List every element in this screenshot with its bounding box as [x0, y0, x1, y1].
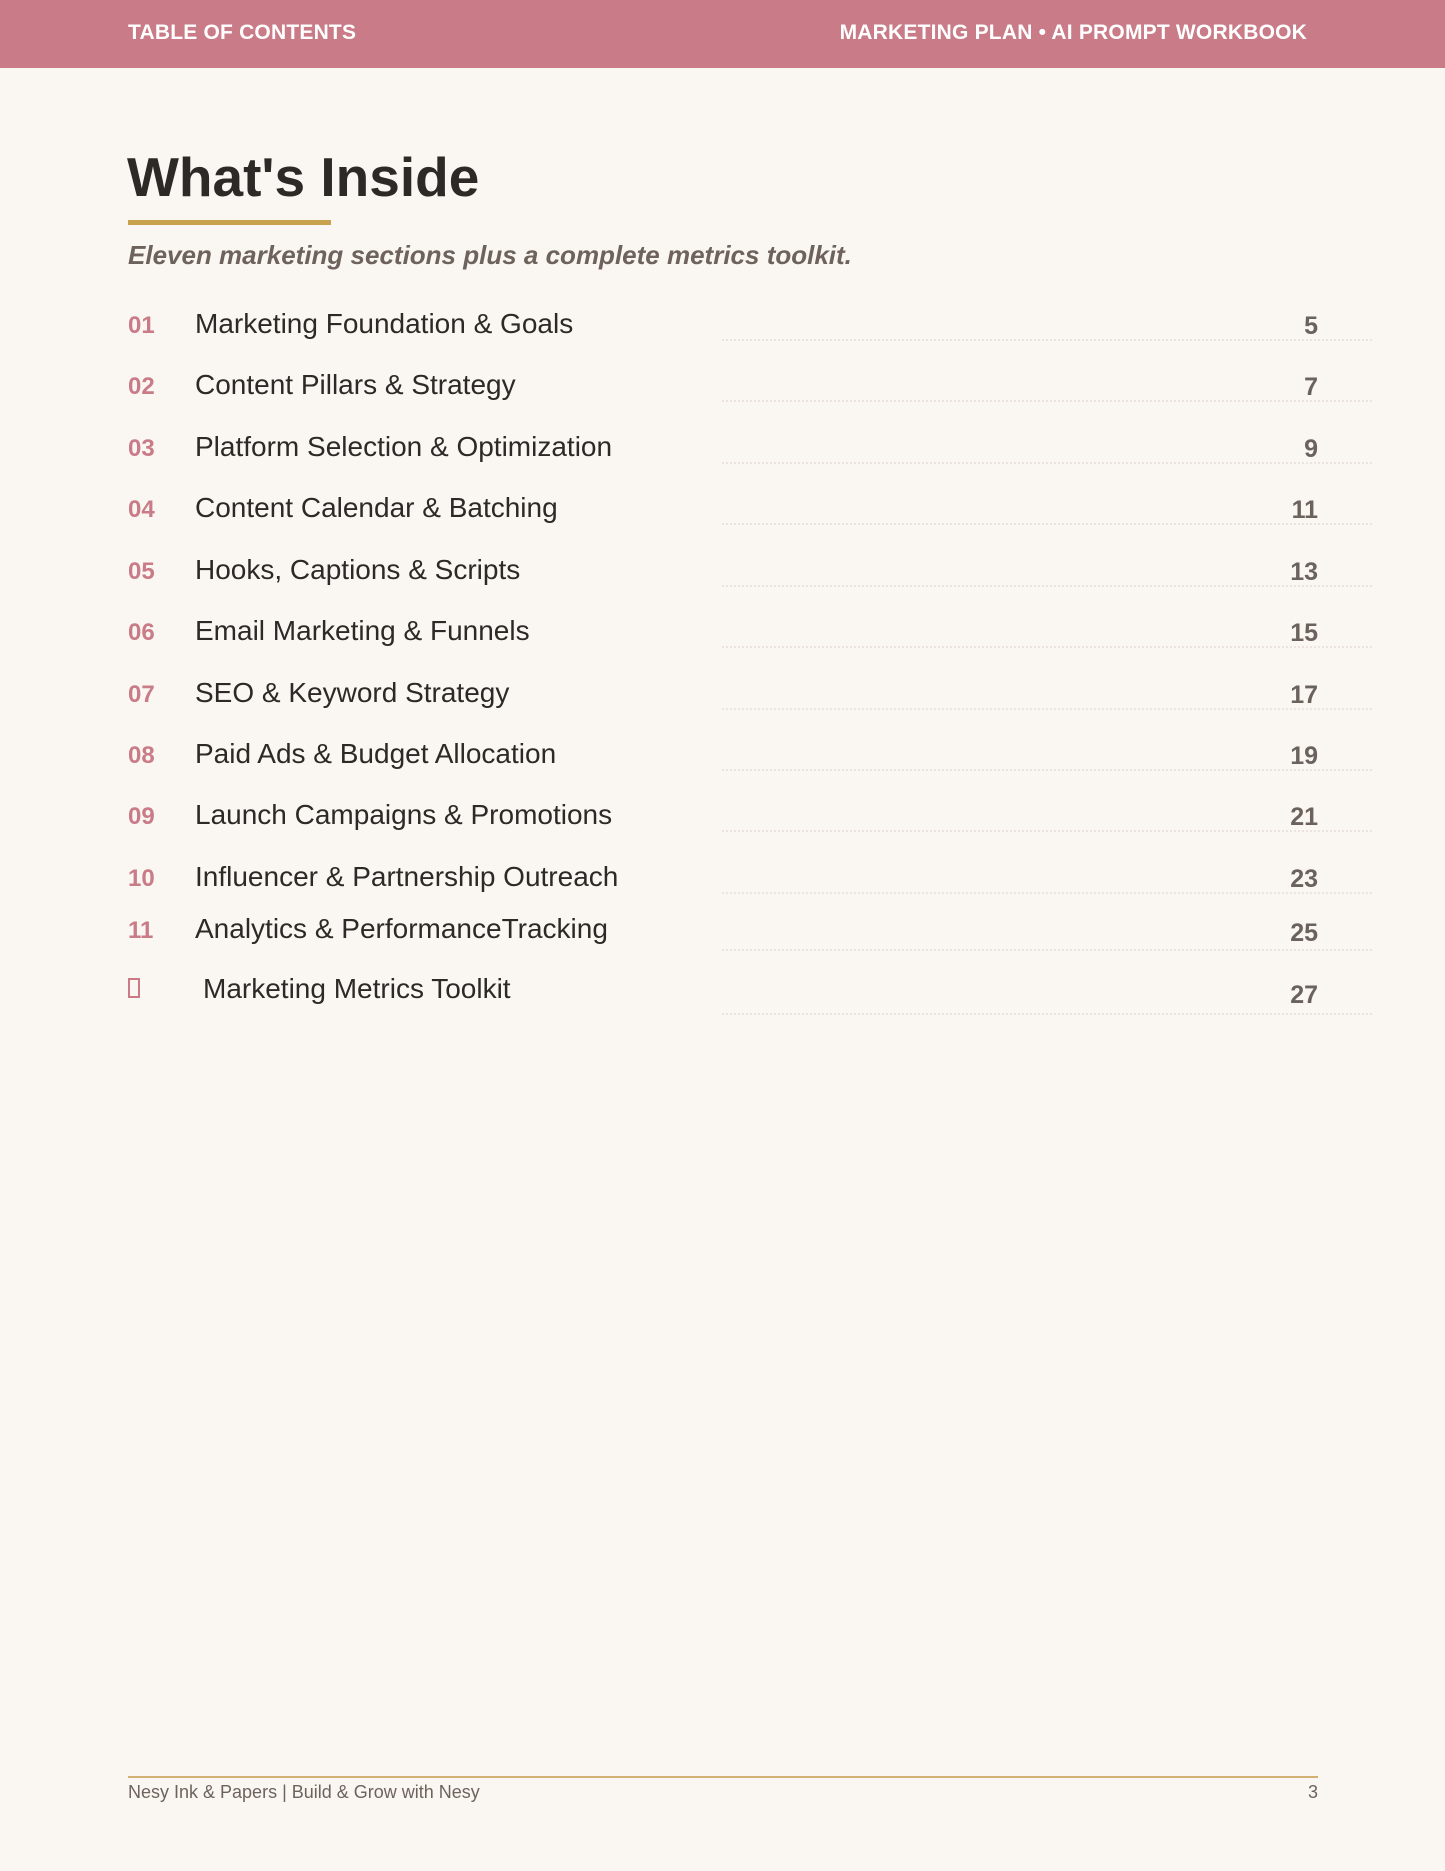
- toc-label: Launch Campaigns & Promotions: [195, 799, 613, 830]
- toc-label: Content Calendar & Batching: [195, 492, 558, 523]
- toc-page-number: 17: [1290, 681, 1318, 709]
- toc-leader-dots: [722, 708, 1372, 710]
- toc-page-number: 27: [1290, 981, 1318, 1009]
- toc-label: Analytics & PerformanceTracking: [195, 913, 608, 944]
- toc-row[interactable]: [128, 793, 1318, 855]
- toc-leader-dots: [722, 769, 1372, 771]
- toc-number: 01: [128, 312, 155, 339]
- toc-label: Email Marketing & Funnels: [195, 615, 530, 646]
- toc-leader-dots: [722, 462, 1372, 464]
- page-subtitle: Eleven marketing sections plus a complete metrics toolkit.: [128, 240, 852, 270]
- page-title: What's Inside: [127, 146, 480, 208]
- toc-label: Marketing Metrics Toolkit: [203, 973, 511, 1004]
- toc-row[interactable]: [128, 302, 1318, 364]
- toc-leader-dots: [722, 339, 1372, 341]
- toc-leader-dots: [722, 892, 1372, 894]
- toc-label: Influencer & Partnership Outreach: [195, 861, 619, 892]
- toc-label: SEO & Keyword Strategy: [195, 677, 510, 708]
- title-underline: [128, 220, 331, 225]
- toc-page-number: 25: [1290, 919, 1318, 947]
- toc-page-number: 23: [1290, 865, 1318, 893]
- toc-number: 04: [128, 496, 155, 523]
- toc-page-number: 15: [1290, 619, 1318, 647]
- toc-row[interactable]: [128, 732, 1318, 794]
- toc-label: Paid Ads & Budget Allocation: [195, 738, 557, 769]
- toc-number: 06: [128, 619, 155, 646]
- toc-label: Hooks, Captions & Scripts: [195, 554, 521, 585]
- toc-leader-dots: [722, 523, 1372, 525]
- toc-number: 09: [128, 803, 155, 830]
- toc-number: 02: [128, 373, 155, 400]
- toc-page-number: 11: [1291, 496, 1318, 524]
- toc-label: Content Pillars & Strategy: [195, 369, 516, 400]
- toc-page-number: 19: [1290, 742, 1318, 770]
- toc-label: Marketing Foundation & Goals: [195, 308, 574, 339]
- toc-row[interactable]: [128, 967, 1318, 1029]
- toc-page-number: 13: [1290, 558, 1318, 586]
- toc-page-number: 7: [1304, 373, 1318, 401]
- toc-row[interactable]: [128, 548, 1318, 610]
- toc-leader-dots: [722, 830, 1372, 832]
- toc-leader-dots: [722, 949, 1372, 951]
- toc-number: 07: [128, 681, 155, 708]
- toc-page-number: 9: [1304, 435, 1318, 463]
- footer-brand: Nesy Ink & Papers | Build & Grow with Nesy: [128, 1782, 480, 1802]
- header-book-title: MARKETING PLAN • AI PROMPT WORKBOOK: [839, 21, 1307, 44]
- toc-row[interactable]: [128, 425, 1318, 487]
- toc-page-number: 21: [1290, 803, 1318, 831]
- header-section-title: TABLE OF CONTENTS: [128, 21, 357, 44]
- toc-number: 05: [128, 558, 155, 585]
- toc-number: 10: [128, 865, 155, 892]
- toc-leader-dots: [722, 646, 1372, 648]
- toc-number: 11: [128, 917, 154, 944]
- toc-page-number: 5: [1304, 312, 1318, 340]
- toc-leader-dots: [722, 585, 1372, 587]
- toc-row[interactable]: [128, 671, 1318, 733]
- toc-number: 08: [128, 742, 155, 769]
- toc-row[interactable]: [128, 907, 1318, 969]
- toc-leader-dots: [722, 1013, 1372, 1015]
- toc-leader-dots: [722, 400, 1372, 402]
- toc-row[interactable]: [128, 609, 1318, 671]
- footer-page-number: 3: [1307, 1782, 1318, 1802]
- toc-label: Platform Selection & Optimization: [195, 431, 613, 462]
- toc-number: 03: [128, 435, 155, 462]
- toc-row[interactable]: [128, 486, 1318, 548]
- missing-glyph-icon: [128, 978, 140, 998]
- footer-rule: [128, 1776, 1318, 1778]
- toc-row[interactable]: [128, 363, 1318, 425]
- header-bar: [0, 0, 1445, 68]
